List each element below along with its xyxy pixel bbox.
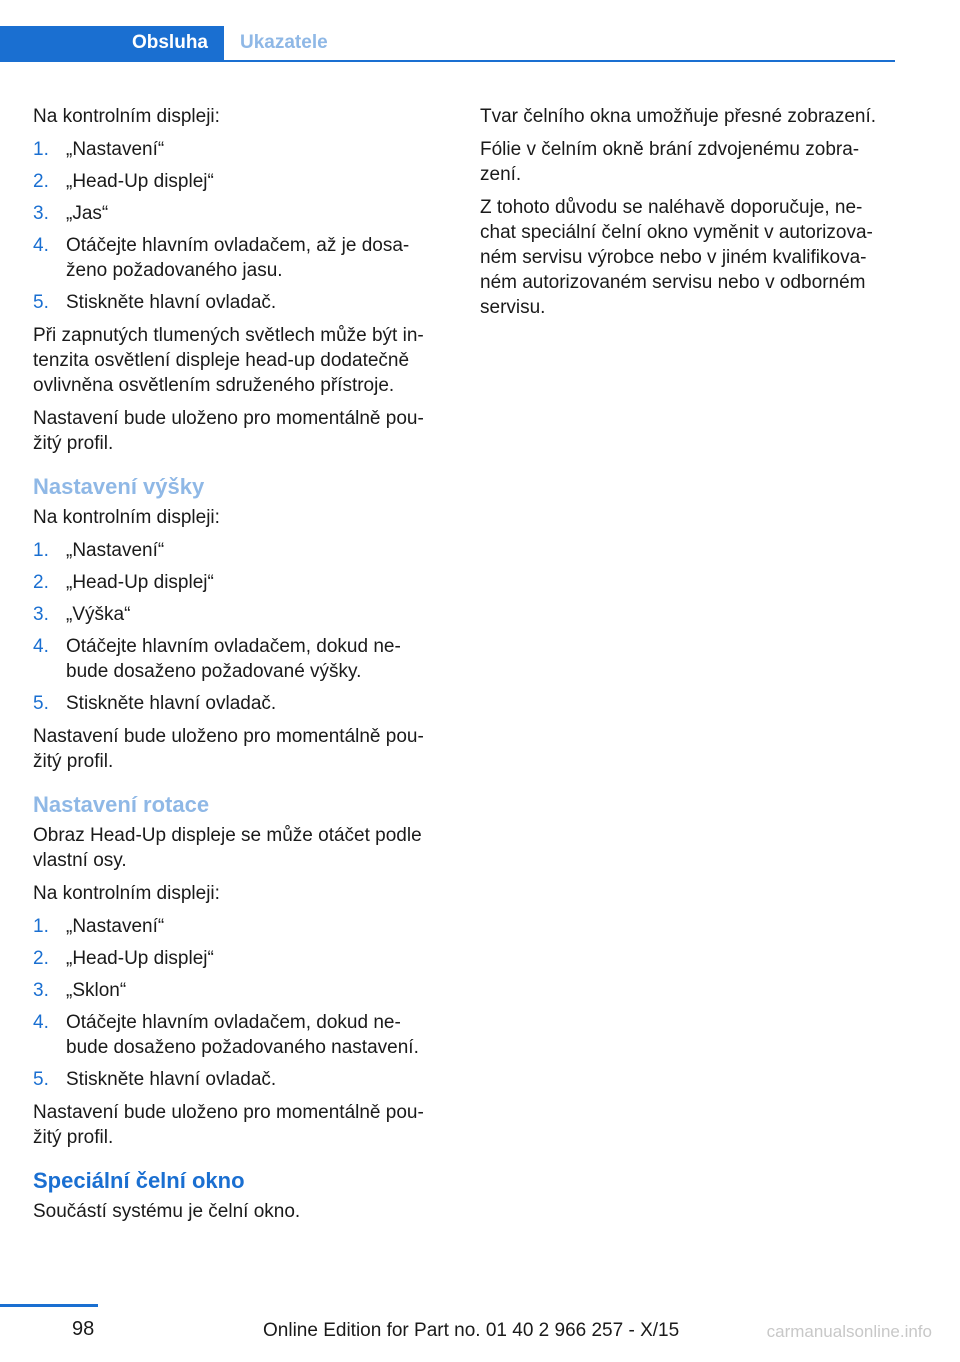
list-number: 4. — [33, 235, 49, 256]
list-item — [33, 1010, 443, 1060]
list-text: „Head-Up displej“ — [66, 171, 214, 192]
list-text: Otáčejte hlavním ovladačem, až je dosa- ženo požadovaného jasu. — [66, 235, 410, 281]
list-item — [33, 570, 443, 595]
left-column — [33, 104, 443, 1232]
list-number: 2. — [33, 171, 49, 192]
list-text: Stiskněte hlavní ovladač. — [66, 292, 277, 313]
paragraph: Nastavení bude uloženo pro momentálně pou- žitý profil. — [33, 408, 424, 454]
list-number: 3. — [33, 980, 49, 1001]
section-heading-height: Nastavení výšky — [33, 474, 205, 499]
list-item — [33, 169, 443, 194]
section-heading-rotation: Nastavení rotace — [33, 792, 210, 817]
list-number: 1. — [33, 916, 49, 937]
footer-rule — [0, 1304, 98, 1307]
list-text: „Jas“ — [66, 203, 109, 224]
paragraph: Součástí systému je čelní okno. — [33, 1201, 301, 1222]
list-item — [33, 978, 443, 1003]
list-text: „Výška“ — [66, 604, 131, 625]
page-header — [0, 26, 895, 62]
tab-obsluha[interactable]: Obsluha — [0, 26, 224, 60]
list-item — [33, 602, 443, 627]
list-item — [33, 137, 443, 162]
list-item — [33, 233, 443, 283]
list-number: 3. — [33, 203, 49, 224]
list-text: „Nastavení“ — [66, 139, 165, 160]
paragraph: Při zapnutých tlumených světlech může být in- tenzita osvětlení displeje head-up dodatečně ovlivněna osvětlením sdruženého přístroje. — [33, 325, 424, 396]
list-item — [33, 538, 443, 563]
steps-list-brightness — [33, 137, 443, 315]
list-text: „Sklon“ — [66, 980, 127, 1001]
list-number: 4. — [33, 1012, 49, 1033]
list-item — [33, 290, 443, 315]
paragraph: Tvar čelního okna umožňuje přesné zobrazení. — [480, 106, 877, 127]
steps-list-height — [33, 538, 443, 716]
list-item — [33, 691, 443, 716]
paragraph: Z tohoto důvodu se naléhavě doporučuje, ne- chat speciální čelní okno vyměnit v autorizova- ném servisu výrobce nebo v jiném kvalifikova- ném autorizovaném servisu nebo v odborném servisu. — [480, 197, 873, 318]
list-text: Otáčejte hlavním ovladačem, dokud ne- bude dosaženo požadované výšky. — [66, 636, 401, 682]
paragraph: Obraz Head-Up displeje se může otáčet podle vlastní osy. — [33, 825, 422, 871]
list-text: Stiskněte hlavní ovladač. — [66, 693, 277, 714]
list-number: 3. — [33, 604, 49, 625]
list-number: 4. — [33, 636, 49, 657]
list-item — [33, 946, 443, 971]
paragraph: Na kontrolním displeji: — [33, 106, 220, 127]
list-number: 5. — [33, 1069, 49, 1090]
list-number: 1. — [33, 540, 49, 561]
edition-text: Online Edition for Part no. 01 40 2 966 257 - X/15 — [263, 1320, 680, 1341]
section-heading-windshield: Speciální čelní okno — [33, 1168, 245, 1193]
list-item — [33, 634, 443, 684]
list-text: „Head-Up displej“ — [66, 572, 214, 593]
list-item — [33, 914, 443, 939]
list-number: 2. — [33, 572, 49, 593]
header-rule — [0, 60, 895, 62]
list-number: 2. — [33, 948, 49, 969]
paragraph: Nastavení bude uloženo pro momentálně pou- žitý profil. — [33, 1102, 424, 1148]
list-text: „Head-Up displej“ — [66, 948, 214, 969]
paragraph: Nastavení bude uloženo pro momentálně pou- žitý profil. — [33, 726, 424, 772]
page-number: 98 — [72, 1318, 95, 1340]
list-number: 5. — [33, 693, 49, 714]
list-text: Otáčejte hlavním ovladačem, dokud ne- bude dosaženo požadovaného nastavení. — [66, 1012, 419, 1058]
list-number: 5. — [33, 292, 49, 313]
list-text: „Nastavení“ — [66, 540, 165, 561]
right-column — [480, 104, 895, 328]
list-item — [33, 1067, 443, 1092]
list-number: 1. — [33, 139, 49, 160]
paragraph: Fólie v čelním okně brání zdvojenému zobra- zení. — [480, 139, 860, 185]
tab-ukazatele[interactable]: Ukazatele — [240, 32, 328, 53]
paragraph: Na kontrolním displeji: — [33, 507, 220, 528]
list-item — [33, 201, 443, 226]
watermark: carmanualsonline.info — [766, 1322, 932, 1341]
list-text: Stiskněte hlavní ovladač. — [66, 1069, 277, 1090]
steps-list-rotation — [33, 914, 443, 1092]
paragraph: Na kontrolním displeji: — [33, 883, 220, 904]
list-text: „Nastavení“ — [66, 916, 165, 937]
